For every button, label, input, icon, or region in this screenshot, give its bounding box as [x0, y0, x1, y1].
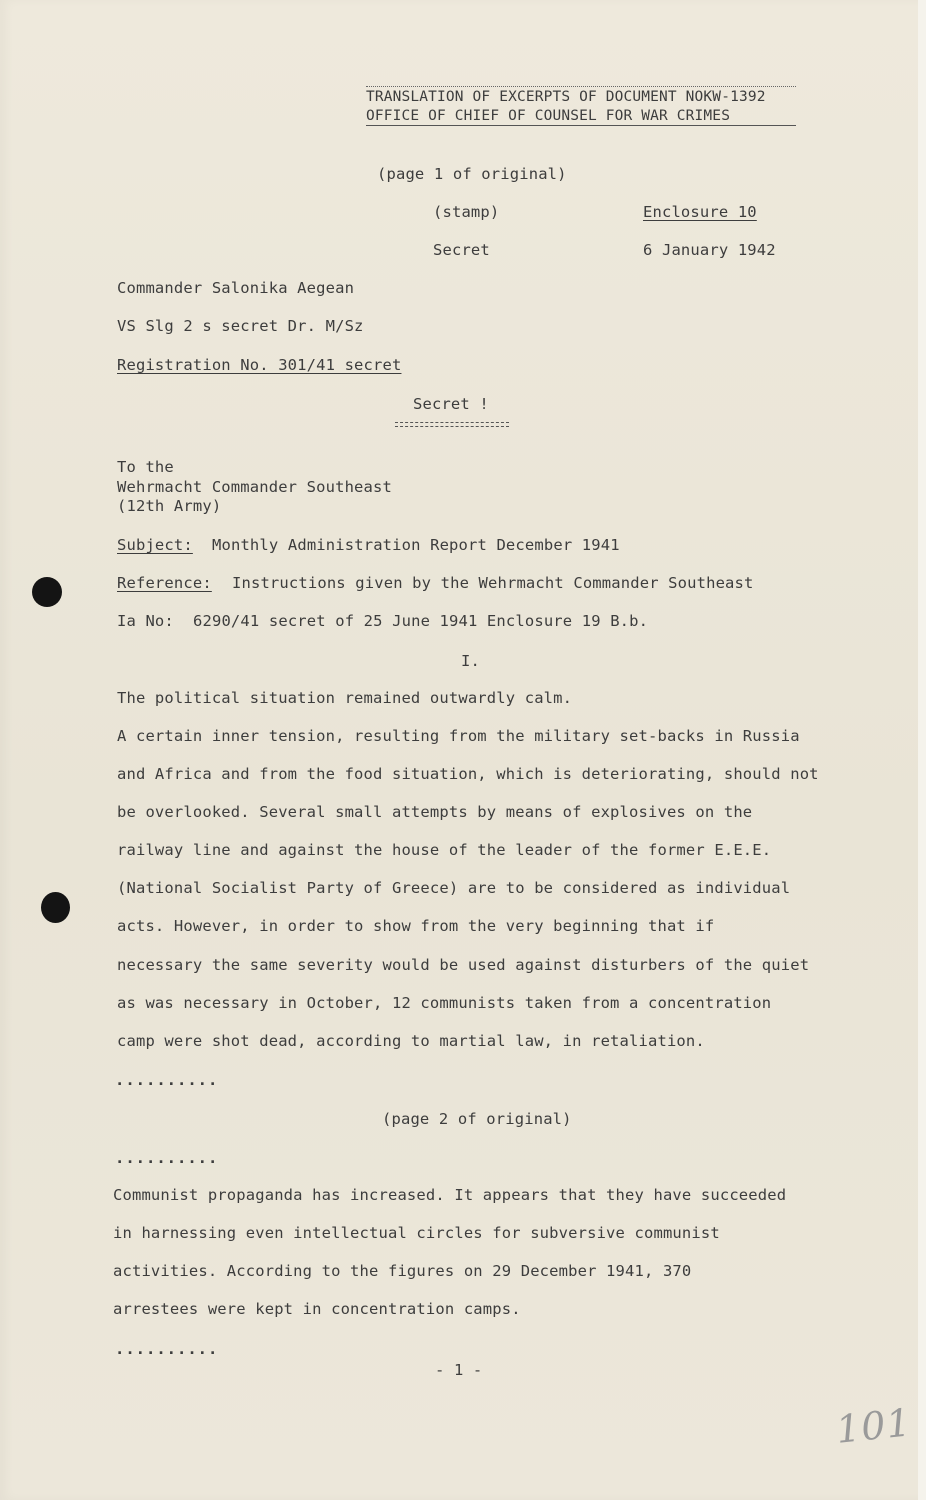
body-line: arrestees were kept in concentration camps. — [113, 1300, 521, 1318]
header-top-rule — [366, 86, 796, 87]
punch-hole — [32, 577, 62, 607]
punch-hole — [41, 892, 70, 923]
ellipsis-1: .......... — [115, 1071, 219, 1089]
addressee-line-3: (12th Army) — [117, 497, 222, 515]
enclosure-label: Enclosure 10 — [643, 203, 757, 221]
addressee-line-1: To the — [117, 458, 174, 476]
secret-heading: Secret ! — [413, 395, 489, 413]
stamp-note: (stamp) — [433, 203, 500, 221]
body-line: acts. However, in order to show from the very beginning that if — [117, 917, 715, 935]
secret-heading-underline — [395, 422, 509, 427]
sender-commander: Commander Salonika Aegean — [117, 279, 355, 297]
ellipsis-3: .......... — [115, 1340, 219, 1358]
page-edge — [918, 0, 926, 1500]
body-line: The political situation remained outwardly calm. — [117, 689, 573, 707]
body-line: be overlooked. Several small attempts by means of explosives on the — [117, 803, 753, 821]
addressee-line-2: Wehrmacht Commander Southeast — [117, 478, 392, 496]
registration-number: Registration No. 301/41 secret — [117, 356, 402, 374]
body-line: (National Socialist Party of Greece) are to be considered as individual — [117, 879, 791, 897]
page-note-original-1: (page 1 of original) — [377, 165, 567, 183]
body-line: activities. According to the figures on 29 December 1941, 370 — [113, 1262, 692, 1280]
ellipsis-2: .......... — [115, 1149, 219, 1167]
body-line: railway line and against the house of the leader of the former E.E.E. — [117, 841, 772, 859]
reference-text: Instructions given by the Wehrmacht Commander Southeast — [232, 574, 754, 592]
secret-label: Secret — [433, 241, 490, 259]
header-title: TRANSLATION OF EXCERPTS OF DOCUMENT NOKW-1392 — [366, 89, 766, 105]
header-bottom-rule — [366, 125, 796, 126]
subject-text: Monthly Administration Report December 1941 — [212, 536, 620, 554]
body-line: camp were shot dead, according to martial law, in retaliation. — [117, 1032, 705, 1050]
page-number: - 1 - — [435, 1361, 483, 1379]
body-line: and Africa and from the food situation, which is deteriorating, should not — [117, 765, 819, 783]
header-office: OFFICE OF CHIEF OF COUNSEL FOR WAR CRIMES — [366, 108, 731, 124]
document-date: 6 January 1942 — [643, 241, 776, 259]
reference-label: Reference: — [117, 574, 212, 592]
body-line: in harnessing even intellectual circles for subversive communist — [113, 1224, 720, 1242]
body-line: necessary the same severity would be used against disturbers of the quiet — [117, 956, 810, 974]
section-number: I. — [461, 652, 480, 670]
subject-label: Subject: — [117, 536, 193, 554]
body-line: as was necessary in October, 12 communists taken from a concentration — [117, 994, 772, 1012]
ia-label: Ia No: — [117, 612, 174, 630]
sender-reference: VS Slg 2 s secret Dr. M/Sz — [117, 317, 364, 335]
page-note-original-2: (page 2 of original) — [382, 1110, 572, 1128]
body-line: A certain inner tension, resulting from the military set-backs in Russia — [117, 727, 800, 745]
body-line: Communist propaganda has increased. It appears that they have succeeded — [113, 1186, 787, 1204]
handwritten-page-number: 101 — [833, 1400, 914, 1452]
ia-text: 6290/41 secret of 25 June 1941 Enclosure 19 B.b. — [193, 612, 649, 630]
